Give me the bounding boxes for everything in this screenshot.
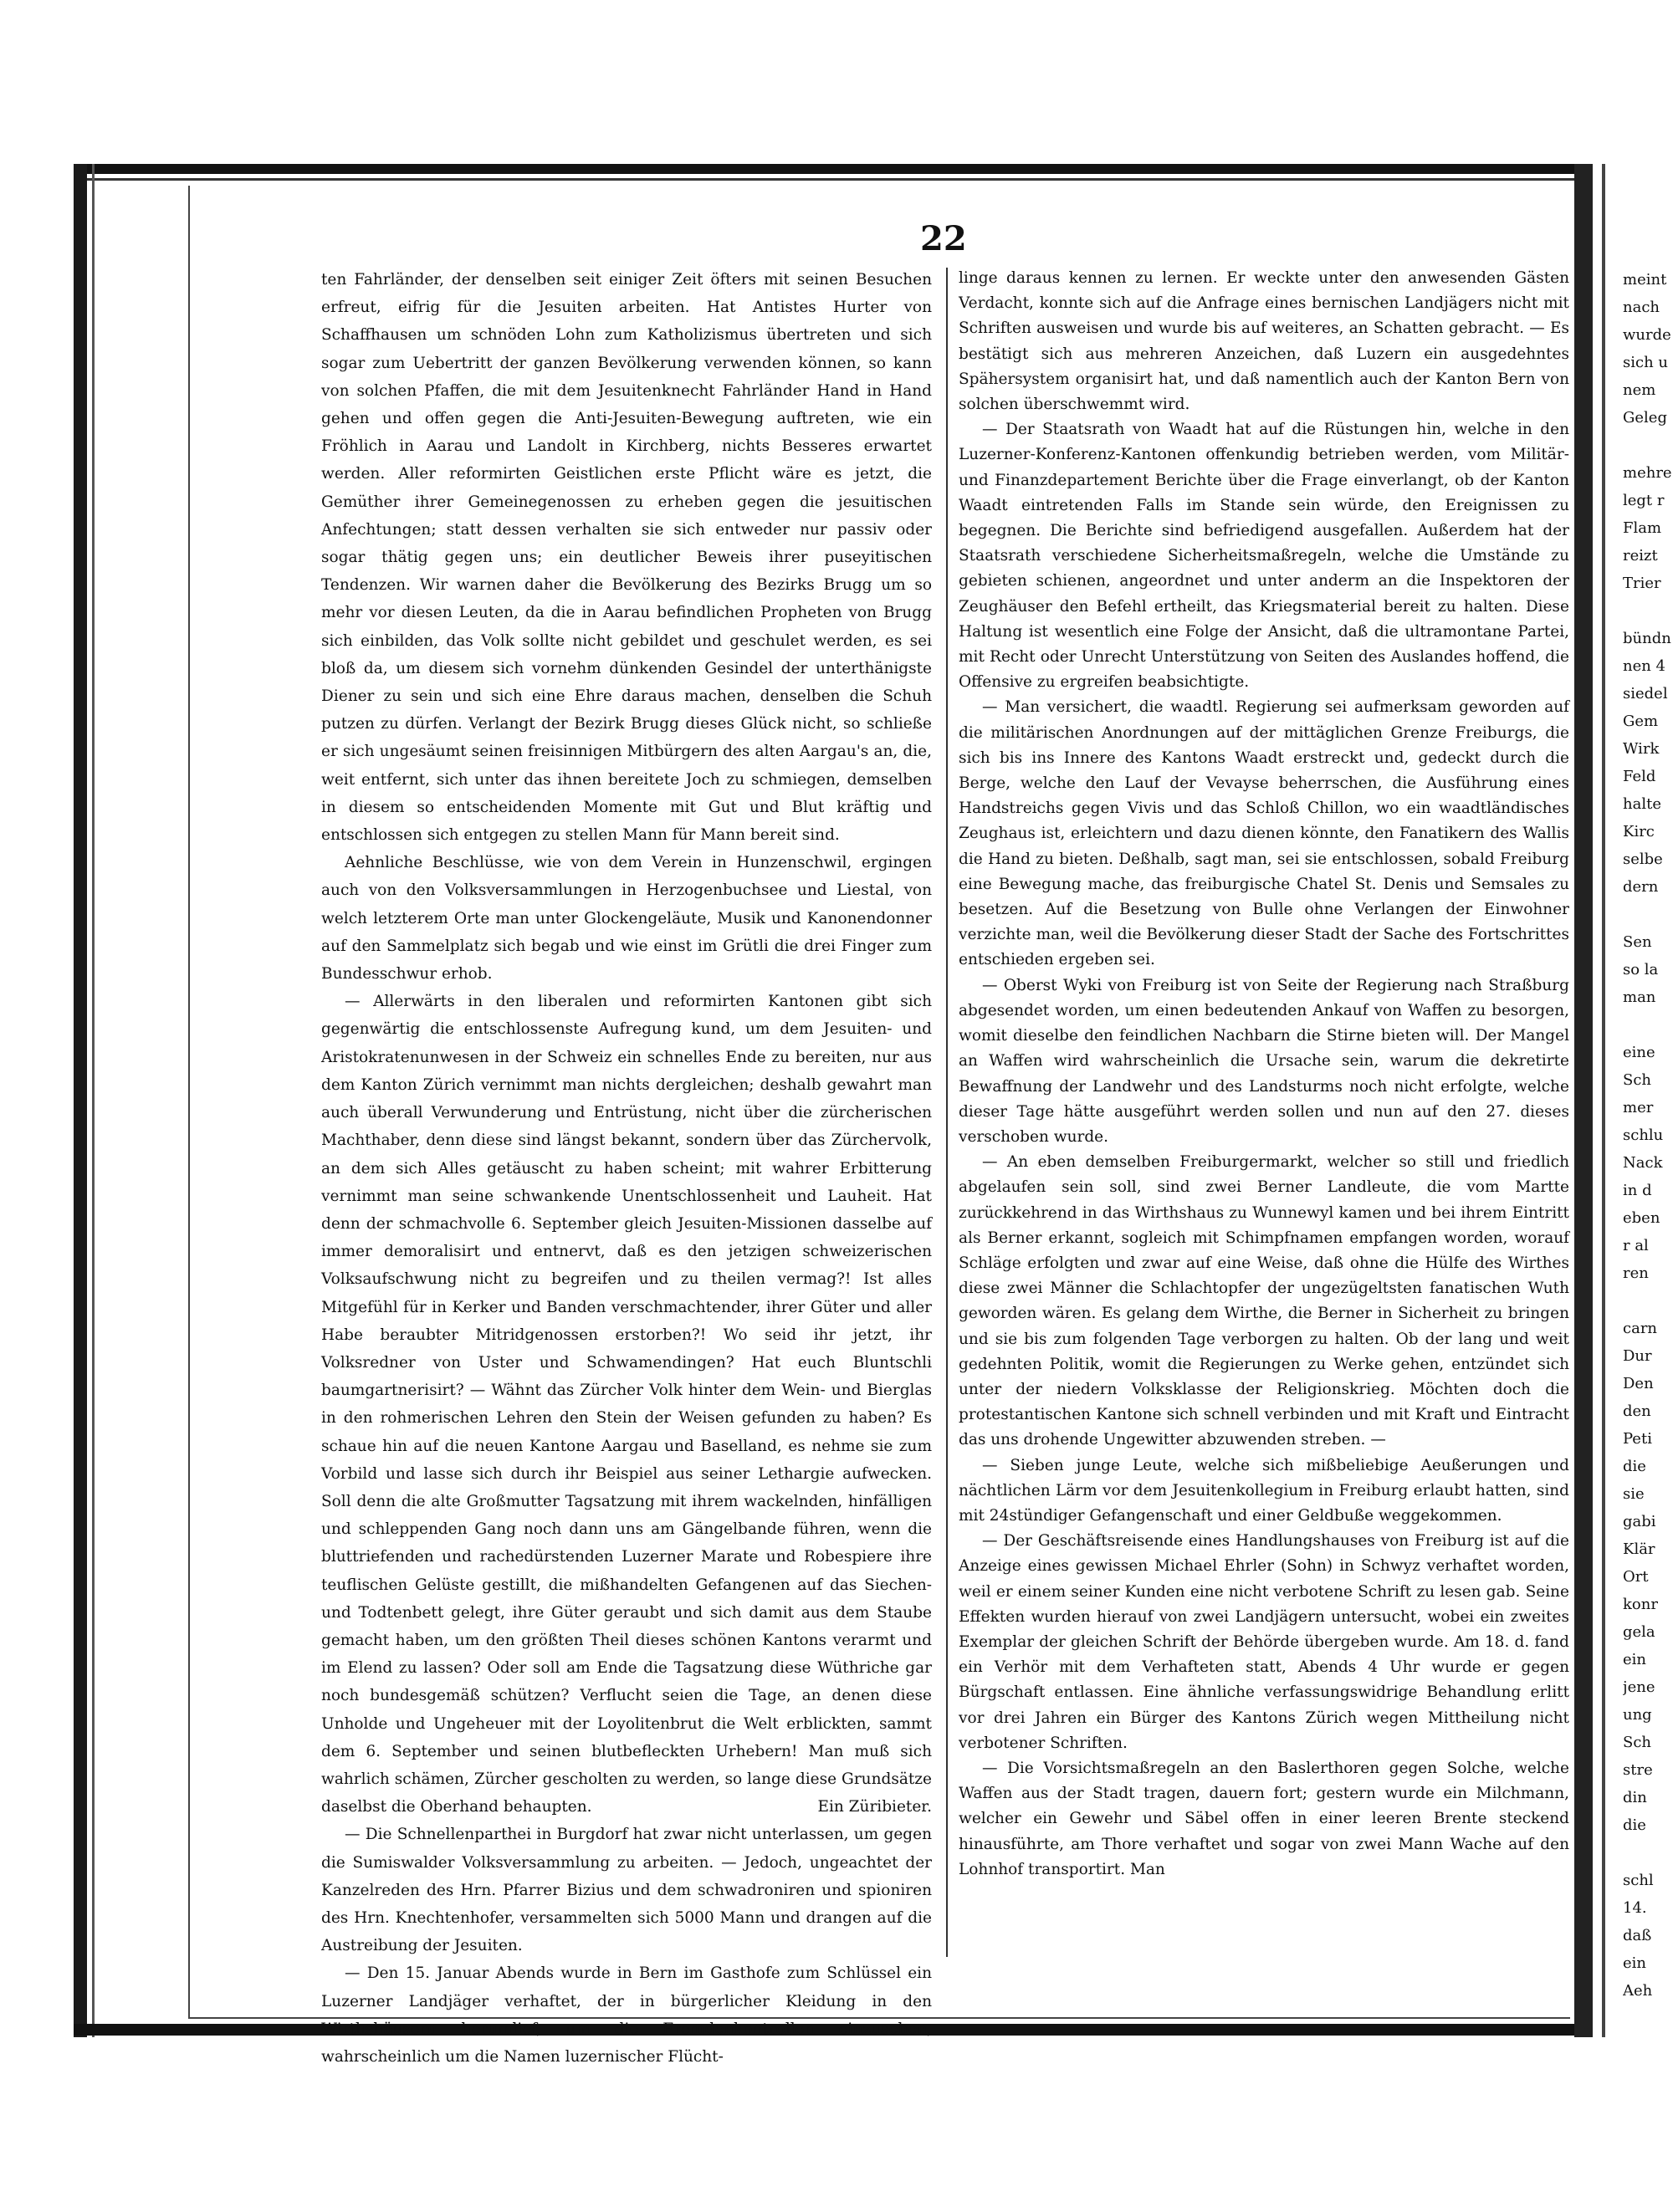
next-page-fragment: schl xyxy=(1623,1872,1654,1889)
article-paragraph: — Die Schnellenparthei in Burgdorf hat zwar nicht unterlassen, um gegen die Sumiswalder Volksversammlung zu arbeiten. — Jedoch, ungeachtet der Kanzelreden des Hrn. Pfarrer Bizius und dem schwadroniren und spioniren des Hrn. Knechtenhofer, versammelten sich 5000 Mann und drangen auf die Austreibung der Jesuiten. xyxy=(321,1826,932,1955)
next-page-fragment: carn xyxy=(1623,1320,1658,1337)
next-page-fragment: dern xyxy=(1623,878,1659,896)
next-page-fragment: Gem xyxy=(1623,713,1659,730)
next-page-fragment: in d xyxy=(1623,1182,1652,1199)
next-page-fragment: r al xyxy=(1623,1237,1649,1254)
next-page-fragment: 14. xyxy=(1623,1899,1647,1917)
next-page-fragment: wurde xyxy=(1623,326,1671,344)
next-page-fragment: eine xyxy=(1623,1044,1655,1061)
next-page-fragment: gabi xyxy=(1623,1513,1656,1530)
article-paragraph: linge daraus kennen zu lernen. Er weckte unter den anwesenden Gästen Verdacht, konnte sich auf die Anfrage eines bernischen Landjägers nicht mit Schriften ausweisen und wurde bis auf weiteres, an Schatten gebracht. — Es bestätigt sich aus mehreren Anzeichen, daß Luzern ein ausgedehntes Spähersystem organisirt hat, und daß namentlich auch der Kanton Bern von solchen überschwemmt wird. xyxy=(959,269,1569,414)
article-paragraph xyxy=(321,988,932,1821)
column-divider xyxy=(946,268,948,1957)
next-page-fragment xyxy=(1623,1839,1673,1867)
next-page-fragment: reizt xyxy=(1623,547,1658,564)
right-column xyxy=(959,266,1569,1882)
next-page-fragment xyxy=(1623,1287,1673,1315)
next-page-fragment: Sen xyxy=(1623,933,1652,951)
next-page-fragment: daß xyxy=(1623,1927,1652,1944)
article-paragraph: — Oberst Wyki von Freiburg ist von Seite der Regierung nach Straßburg abgesendet worden, um einen bedeutenden Ankauf von Waffen zu besorgen, womit dieselbe den feindlichen Nachbarn die Stirne bieten will. Der Mangel an Waffen wird wahrscheinlich die Ursache sein, warum die dekretirte Bewaffnung der Landwehr und des Landsturms noch nicht erfolgte, welche dieser Tage hätte ausgeführt werden sollen und nun auf den 27. dieses verschoben wurde. xyxy=(959,976,1569,1146)
next-page-fragment: Dur xyxy=(1623,1347,1652,1365)
next-page-fragment: konr xyxy=(1623,1596,1658,1613)
article-paragraph: — Sieben junge Leute, welche sich mißbeliebige Aeußerungen und nächtlichen Lärm vor dem Jesuitenkollegium in Freiburg erlaubt hatten, sind mit 24stündiger Gefangenschaft und einer Geldbuße weggekommen. xyxy=(959,1456,1569,1525)
next-page-fragment: den xyxy=(1623,1402,1651,1420)
next-page-fragment: Aeh xyxy=(1623,1982,1653,2000)
next-page-fragment: Wirk xyxy=(1623,740,1660,758)
next-page-fragment: Nack xyxy=(1623,1154,1663,1172)
article-paragraph: — Der Staatsrath von Waadt hat auf die Rüstungen hin, welche in den Luzerner-Konferenz-Kantonen offenkundig betrieben werden, vom Militär- und Finanzdepartement Berichte über die Frage einverlangt, ob der Kanton Waadt eintretenden Falls im Stande sein würde, den Ereignissen zu begegnen. Die Berichte sind befriedigend ausgefallen. Außerdem hat der Staatsrath verschiedene Sicherheitsmaßregeln, welche die Umstände zu gebieten schienen, angeordnet und unter anderm an die Inspektoren der Zeughäuser den Befehl ertheilt, das Kriegsmaterial bereit zu halten. Diese Haltung ist wesentlich eine Folge der Ansicht, daß die ultramontane Partei, mit Recht oder Unrecht Unterstützung von Seiten des Auslandes hoffend, die Offensive zu ergreifen beabsichtigte. xyxy=(959,421,1569,692)
next-page-fragment: gela xyxy=(1623,1623,1655,1641)
article-paragraph: — Die Vorsichtsmaßregeln an den Baslerthoren gegen Solche, welche Waffen aus der Stadt tragen, dauern fort; gestern wurde ein Milchmann, welcher ein Gewehr und Säbel offen in einer leeren Brente steckend hinausführte, am Thore verhaftet und sogar von zwei Mann Wache auf den Lohnhof transportirt. Man xyxy=(959,1759,1569,1878)
next-page-fragment xyxy=(1623,901,1673,928)
next-page-fragment: Sch xyxy=(1623,1071,1652,1089)
next-page-fragment xyxy=(1623,1011,1673,1039)
next-page-edge xyxy=(1602,164,1605,2037)
article-paragraph-text: — Allerwärts in den liberalen und reformirten Kantonen gibt sich gegenwärtig die entschlossenste Aufregung kund, um dem Jesuiten- und Aristokratenunwesen in der Schweiz ein schnelles Ende zu bereiten, nur aus dem Kanton Zürich vernimmt man nichts dergleichen; deshalb gewahrt man auch überall Verwunderung und Entrüstung, nicht über die zürcherischen Machthaber, denn diese sind längst bekannt, sondern über das Zürchervolk, an dem sich Alles getäuscht zu haben scheint; mit wahrer Erbitterung vernimmt man seine schwankende Unentschlossenheit und Lauheit. Hat denn der schmachvolle 6. September gleich Jesuiten-Missionen dasselbe auf immer demoralisirt und entnervt, daß es den jetzigen schweizerischen Volksaufschwung nicht zu begreifen und zu theilen vermag?! Ist alles Mitgefühl für in Kerker und Banden verschmachtender, ihrer Güter und aller Habe beraubter Mitridgenossen erstorben?! Wo seid ihr jetzt, ihr Volksredner von Uster und Schwamendingen? Hat euch Bluntschli baumgartnerisirt? — Wähnt das Zürcher Volk hinter dem Wein- und Bierglas in den rohmerischen Lehren den Stein der Weisen gefunden zu haben? Es schaue hin auf die neuen Kantone Aargau und Baselland, es nehme sie zum Vorbild und lasse sich durch ihr Beispiel aus seiner Lethargie aufwecken. Soll denn die alte Großmutter Tagsatzung mit ihrem wackelnden, hinfälligen und schleppenden Gang noch dann uns am Gängelbande führen, wenn die bluttriefenden und rachedürstenden Luzerner Marate und Robespiere ihre teuflischen Gelüste gestillt, die mißhandelten Gefangenen auf das Siechen- und Todtenbett gelegt, ihre Güter geraubt und sich damit aus dem Staube gemacht haben, um den größten Theil dieses schönen Kantons verarmt und im Elend zu lassen? Oder soll am Ende die Tagsatzung diese Wüthriche gar noch bundesgemäß schützen? Verflucht seien die Tage, an denen diese Unholde und Ungeheuer mit der Loyolitenbrut die Welt erblickten, sammt dem 6. September und seinen blutbefleckten Urhebern! Man muß sich wahrlich schämen, Zürcher gescholten zu werden, so lange diese Grundsätze daselbst die Oberhand behaupten. xyxy=(321,993,932,1816)
next-page-fragment: meint xyxy=(1623,271,1667,289)
author-signature: Ein Züribieter. xyxy=(817,1798,932,1816)
next-page-fragment: Flam xyxy=(1623,519,1662,537)
next-page-fragment: man xyxy=(1623,989,1656,1006)
next-page-fragment: sich u xyxy=(1623,354,1668,371)
next-page-fragment: Feld xyxy=(1623,768,1656,785)
article-paragraph: — Der Geschäftsreisende eines Handlungshauses von Freiburg ist auf die Anzeige eines gewissen Michael Ehrler (Sohn) in Schwyz verhaftet worden, weil er einem seiner Kunden eine nicht verbotene Schrift zu lesen gab. Seine Effekten wurden hierauf von zwei Landjägern untersucht, wobei ein zweites Exemplar der gleichen Schrift der Behörde übergeben wurde. Am 18. d. fand ein Verhör mit dem Verhafteten statt, Abends 4 Uhr wurde er gegen Bürgschaft entlassen. Eine ähnliche verfassungswidrige Behandlung erlitt vor drei Jahren ein Bürger des Kantons Zürich wegen Mittheilung nicht verbotener Schriften. xyxy=(959,1532,1569,1752)
left-column xyxy=(321,266,932,2071)
next-page-fragment: Ort xyxy=(1623,1568,1649,1586)
article-paragraph: ten Fahrländer, der denselben seit einiger Zeit öfters mit seinen Besuchen erfreut, eifrig für die Jesuiten arbeiten. Hat Antistes Hurter von Schaffhausen um schnöden Lohn zum Katholizismus übertreten und sich sogar zum Uebertritt der ganzen Bevölkerung verwenden können, so kann von solchen Pfaffen, die mit dem Jesuitenknecht Fahrländer Hand in Hand gehen und offen gegen die Anti-Jesuiten-Bewegung auftreten, wie ein Fröhlich in Aarau und Landolt in Kirchberg, nichts Besseres erwartet werden. Aller reformirten Geistlichen erste Pflicht wäre es jetzt, die Gemüther ihrer Gemeinegenossen zu erheben gegen die jesuitischen Anfechtungen; statt dessen verhalten sie sich entweder nur passiv oder sogar thätig gegen uns; ein deutlicher Beweis ihrer puseyitischen Tendenzen. Wir warnen daher die Bevölkerung des Bezirks Brugg um so mehr vor diesen Leuten, da die in Aarau befindlichen Propheten von Brugg sich einbilden, das Volk sollte nicht gebildet und geschulet werden, es sei bloß da, um diesem sich vornehm dünkenden Gesindel der unterthänigste Diener zu sein und sich eine Ehre daraus machen, denselben die Schuh putzen zu dürfen. Verlangt der Bezirk Brugg dieses Glück nicht, so schließe er sich ungesäumt seinen freisinnigen Mitbürgern des alten Aargau's an, die, weit entfernt, sich unter das ihnen bereitete Joch zu schmiegen, demselben in diesem so entscheidenden Momente mit Gut und Blut kräftig und entschlossen sich entgegen zu stellen Mann für Mann bereit sind. xyxy=(321,271,932,845)
next-page-fragment: bündn xyxy=(1623,630,1671,647)
next-page-fragment: legt r xyxy=(1623,492,1665,509)
article-paragraph: Aehnliche Beschlüsse, wie von dem Verein in Hunzenschwil, ergingen auch von den Volksversammlungen in Herzogenbuchsee und Liestal, von welch letzterem Orte man unter Glockengeläute, Musik und Kanonendonner auf den Sammelplatz sich begab und wie einst im Grütli die drei Finger zum Bundesschwur erhob. xyxy=(321,854,932,983)
article-paragraph: — An eben demselben Freiburgermarkt, welcher so still und friedlich abgelaufen sein soll, sind zwei Berner Landleute, die vom Martte zurückkehrend in das Wirthshaus zu Wunnewyl kamen und bei ihrem Eintritt als Berner erkannt, sogleich mit Schimpfnamen empfangen worden, worauf Schläge erfolgten und zwar auf eine Weise, daß ohne die Hülfe des Wirthes diese zwei Männer die Schlachtopfer der ungezügeltsten fanatischen Wuth geworden wären. Es gelang dem Wirthe, die Berner in Sicherheit zu bringen und sie bis zum folgenden Tage verborgen zu halten. Ob der lang und weit gedehnten Politik, womit die Regierungen zu Werke gehen, entzündet sich unter der niedern Volksklasse der Religionskrieg. Möchten doch die protestantischen Kantone sich schnell verbinden und mit Kraft und Eintracht das uns drohende Ungewitter abzuwenden streben. — xyxy=(959,1153,1569,1449)
next-page-fragment-column xyxy=(1623,266,1673,2005)
next-page-fragment: Klär xyxy=(1623,1540,1655,1558)
next-page-fragment: halte xyxy=(1623,795,1661,813)
next-page-fragment: so la xyxy=(1623,961,1659,978)
next-page-fragment: Den xyxy=(1623,1375,1654,1392)
next-page-fragment: Peti xyxy=(1623,1430,1652,1448)
next-page-fragment: nem xyxy=(1623,381,1656,399)
page-gutter-right xyxy=(1574,164,1593,2037)
next-page-fragment: schlu xyxy=(1623,1126,1664,1144)
article-paragraph: — Den 15. Januar Abends wurde in Bern im Gasthofe zum Schlüssel ein Luzerner Landjäger verhaftet, der in bürgerlicher Kleidung in den Wirthshäusern herumlief, um die Fremdenkontrollen einzusehen, wahrscheinlich um die Namen luzernischer Flücht- xyxy=(321,1964,932,2066)
next-page-fragment: ung xyxy=(1623,1706,1652,1724)
page-border-top-inner xyxy=(74,178,1579,181)
next-page-fragment: ren xyxy=(1623,1264,1649,1282)
next-page-fragment: die xyxy=(1623,1816,1646,1834)
next-page-fragment: din xyxy=(1623,1789,1647,1806)
next-page-fragment: ein xyxy=(1623,1651,1647,1668)
page-number: 22 xyxy=(920,219,967,258)
article-paragraph: — Man versichert, die waadtl. Regierung sei aufmerksam geworden auf die militärischen Anordnungen auf der mittäglichen Grenze Freiburgs, die sich bis ins Innere des Kantons Waadt erstreckt und, gedeckt durch die Berge, welche den Lauf der Vevayse beherrschen, die Ausführung eines Handstreichs gegen Vivis und das Schloß Chillon, wo ein waadtländisches Zeughaus ist, erleichtern und dazu dienen könnte, den Fanatikern des Wallis die Hand zu bieten. Deßhalb, sagt man, sei sie entschlossen, sobald Freiburg eine Bewegung mache, das freiburgische Chatel St. Denis und Semsales zu besetzen. Auf die Besetzung von Bulle ohne Verlangen der Einwohner verzichte man, weil die Bevölkerung dieser Stadt der Sache des Fortschrittes entschieden ergeben sei. xyxy=(959,698,1569,969)
next-page-fragment: mehre xyxy=(1623,464,1672,482)
next-page-fragment: jene xyxy=(1623,1678,1655,1696)
next-page-fragment: die xyxy=(1623,1458,1646,1475)
next-page-fragment: Geleg xyxy=(1623,409,1667,427)
page-border-top xyxy=(74,164,1579,174)
next-page-fragment: siedel xyxy=(1623,685,1668,702)
next-page-fragment xyxy=(1623,432,1673,459)
next-page-fragment xyxy=(1623,597,1673,625)
next-page-fragment: Kirc xyxy=(1623,823,1655,840)
next-page-fragment: nen 4 xyxy=(1623,657,1666,675)
page-border-left xyxy=(74,164,87,2037)
next-page-fragment: Trier xyxy=(1623,575,1661,592)
next-page-fragment: sie xyxy=(1623,1485,1645,1503)
next-page-fragment: ein xyxy=(1623,1954,1647,1972)
next-page-fragment: eben xyxy=(1623,1209,1660,1227)
next-page-fragment: nach xyxy=(1623,299,1660,316)
next-page-fragment: Sch xyxy=(1623,1734,1652,1751)
page-border-left-inner xyxy=(92,164,95,2037)
next-page-fragment: selbe xyxy=(1623,851,1663,868)
next-page-fragment: stre xyxy=(1623,1761,1653,1779)
next-page-fragment: mer xyxy=(1623,1099,1654,1116)
